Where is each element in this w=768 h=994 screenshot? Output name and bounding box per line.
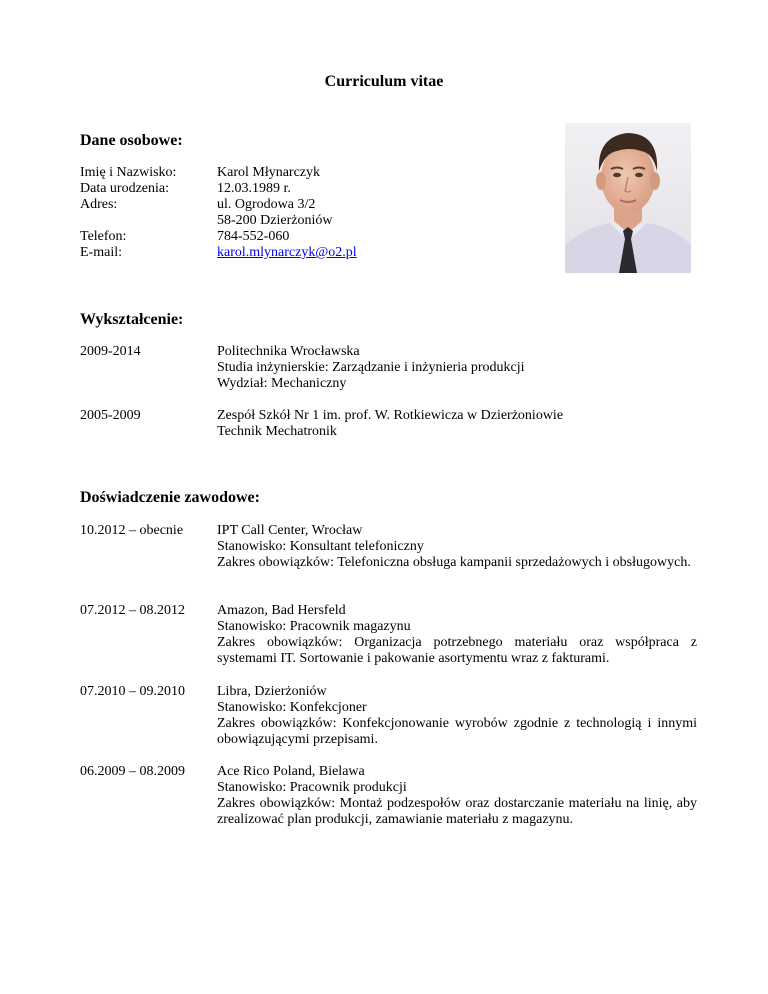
experience-company: Libra, Dzierżoniów <box>217 684 327 699</box>
experience-dates: 10.2012 – obecnie <box>80 523 184 538</box>
section-heading-experience: Doświadczenie zawodowe: <box>80 489 260 506</box>
dob-value: 12.03.1989 r. <box>217 181 291 196</box>
profile-photo <box>565 123 691 273</box>
address-line2: 58-200 Dzierżoniów <box>217 213 333 228</box>
experience-position: Stanowisko: Konfekcjoner <box>217 700 367 715</box>
experience-position: Stanowisko: Pracownik produkcji <box>217 780 407 795</box>
experience-duties: Zakres obowiązków: Organizacja potrzebnego materiału oraz współpraca z systemami IT. Sortowanie i pakowanie asortymentu wraz z fakturami. <box>217 635 697 666</box>
experience-duties: Zakres obowiązków: Montaż podzespołów oraz dostarczanie materiału na linię, aby zrealizować plan produkcji, zamawianie materiału z magazynu. <box>217 796 697 827</box>
phone-value: 784-552-060 <box>217 229 290 244</box>
dob-label: Data urodzenia: <box>80 181 170 196</box>
education-line: Politechnika Wrocławska <box>217 344 360 359</box>
education-line: Studia inżynierskie: Zarządzanie i inżynieria produkcji <box>217 360 525 375</box>
experience-duties: Zakres obowiązków: Konfekcjonowanie wyrobów zgodnie z technologią i innymi obowiązującymi przepisami. <box>217 716 697 747</box>
email-label: E-mail: <box>80 245 122 260</box>
page-title: Curriculum vitae <box>324 73 444 90</box>
name-label: Imię i Nazwisko: <box>80 165 177 180</box>
experience-position: Stanowisko: Konsultant telefoniczny <box>217 539 424 554</box>
experience-dates: 06.2009 – 08.2009 <box>80 764 185 779</box>
experience-dates: 07.2012 – 08.2012 <box>80 603 185 618</box>
section-heading-education: Wykształcenie: <box>80 311 184 328</box>
experience-entry <box>217 523 697 571</box>
education-entry <box>217 408 697 440</box>
experience-company: Ace Rico Poland, Bielawa <box>217 764 365 779</box>
education-dates: 2005-2009 <box>80 408 141 423</box>
education-entry <box>217 344 697 392</box>
experience-company: Amazon, Bad Hersfeld <box>217 603 346 618</box>
experience-entry <box>217 764 697 828</box>
experience-dates: 07.2010 – 09.2010 <box>80 684 185 699</box>
section-heading-personal: Dane osobowe: <box>80 132 183 149</box>
name-value: Karol Młynarczyk <box>217 165 321 180</box>
education-line: Zespół Szkół Nr 1 im. prof. W. Rotkiewicza w Dzierżoniowie <box>217 408 564 423</box>
experience-company: IPT Call Center, Wrocław <box>217 523 363 538</box>
experience-duties: Zakres obowiązków: Telefoniczna obsługa kampanii sprzedażowych i obsługowych. <box>217 555 691 570</box>
experience-position: Stanowisko: Pracownik magazynu <box>217 619 411 634</box>
address-label: Adres: <box>80 197 118 212</box>
phone-label: Telefon: <box>80 229 127 244</box>
experience-entry <box>217 603 697 667</box>
address-line1: ul. Ogrodowa 3/2 <box>217 197 316 212</box>
education-line: Wydział: Mechaniczny <box>217 376 347 391</box>
education-line: Technik Mechatronik <box>217 424 337 439</box>
email-link[interactable]: karol.mlynarczyk@o2.pl <box>217 245 357 260</box>
education-dates: 2009-2014 <box>80 344 141 359</box>
experience-entry <box>217 684 697 748</box>
